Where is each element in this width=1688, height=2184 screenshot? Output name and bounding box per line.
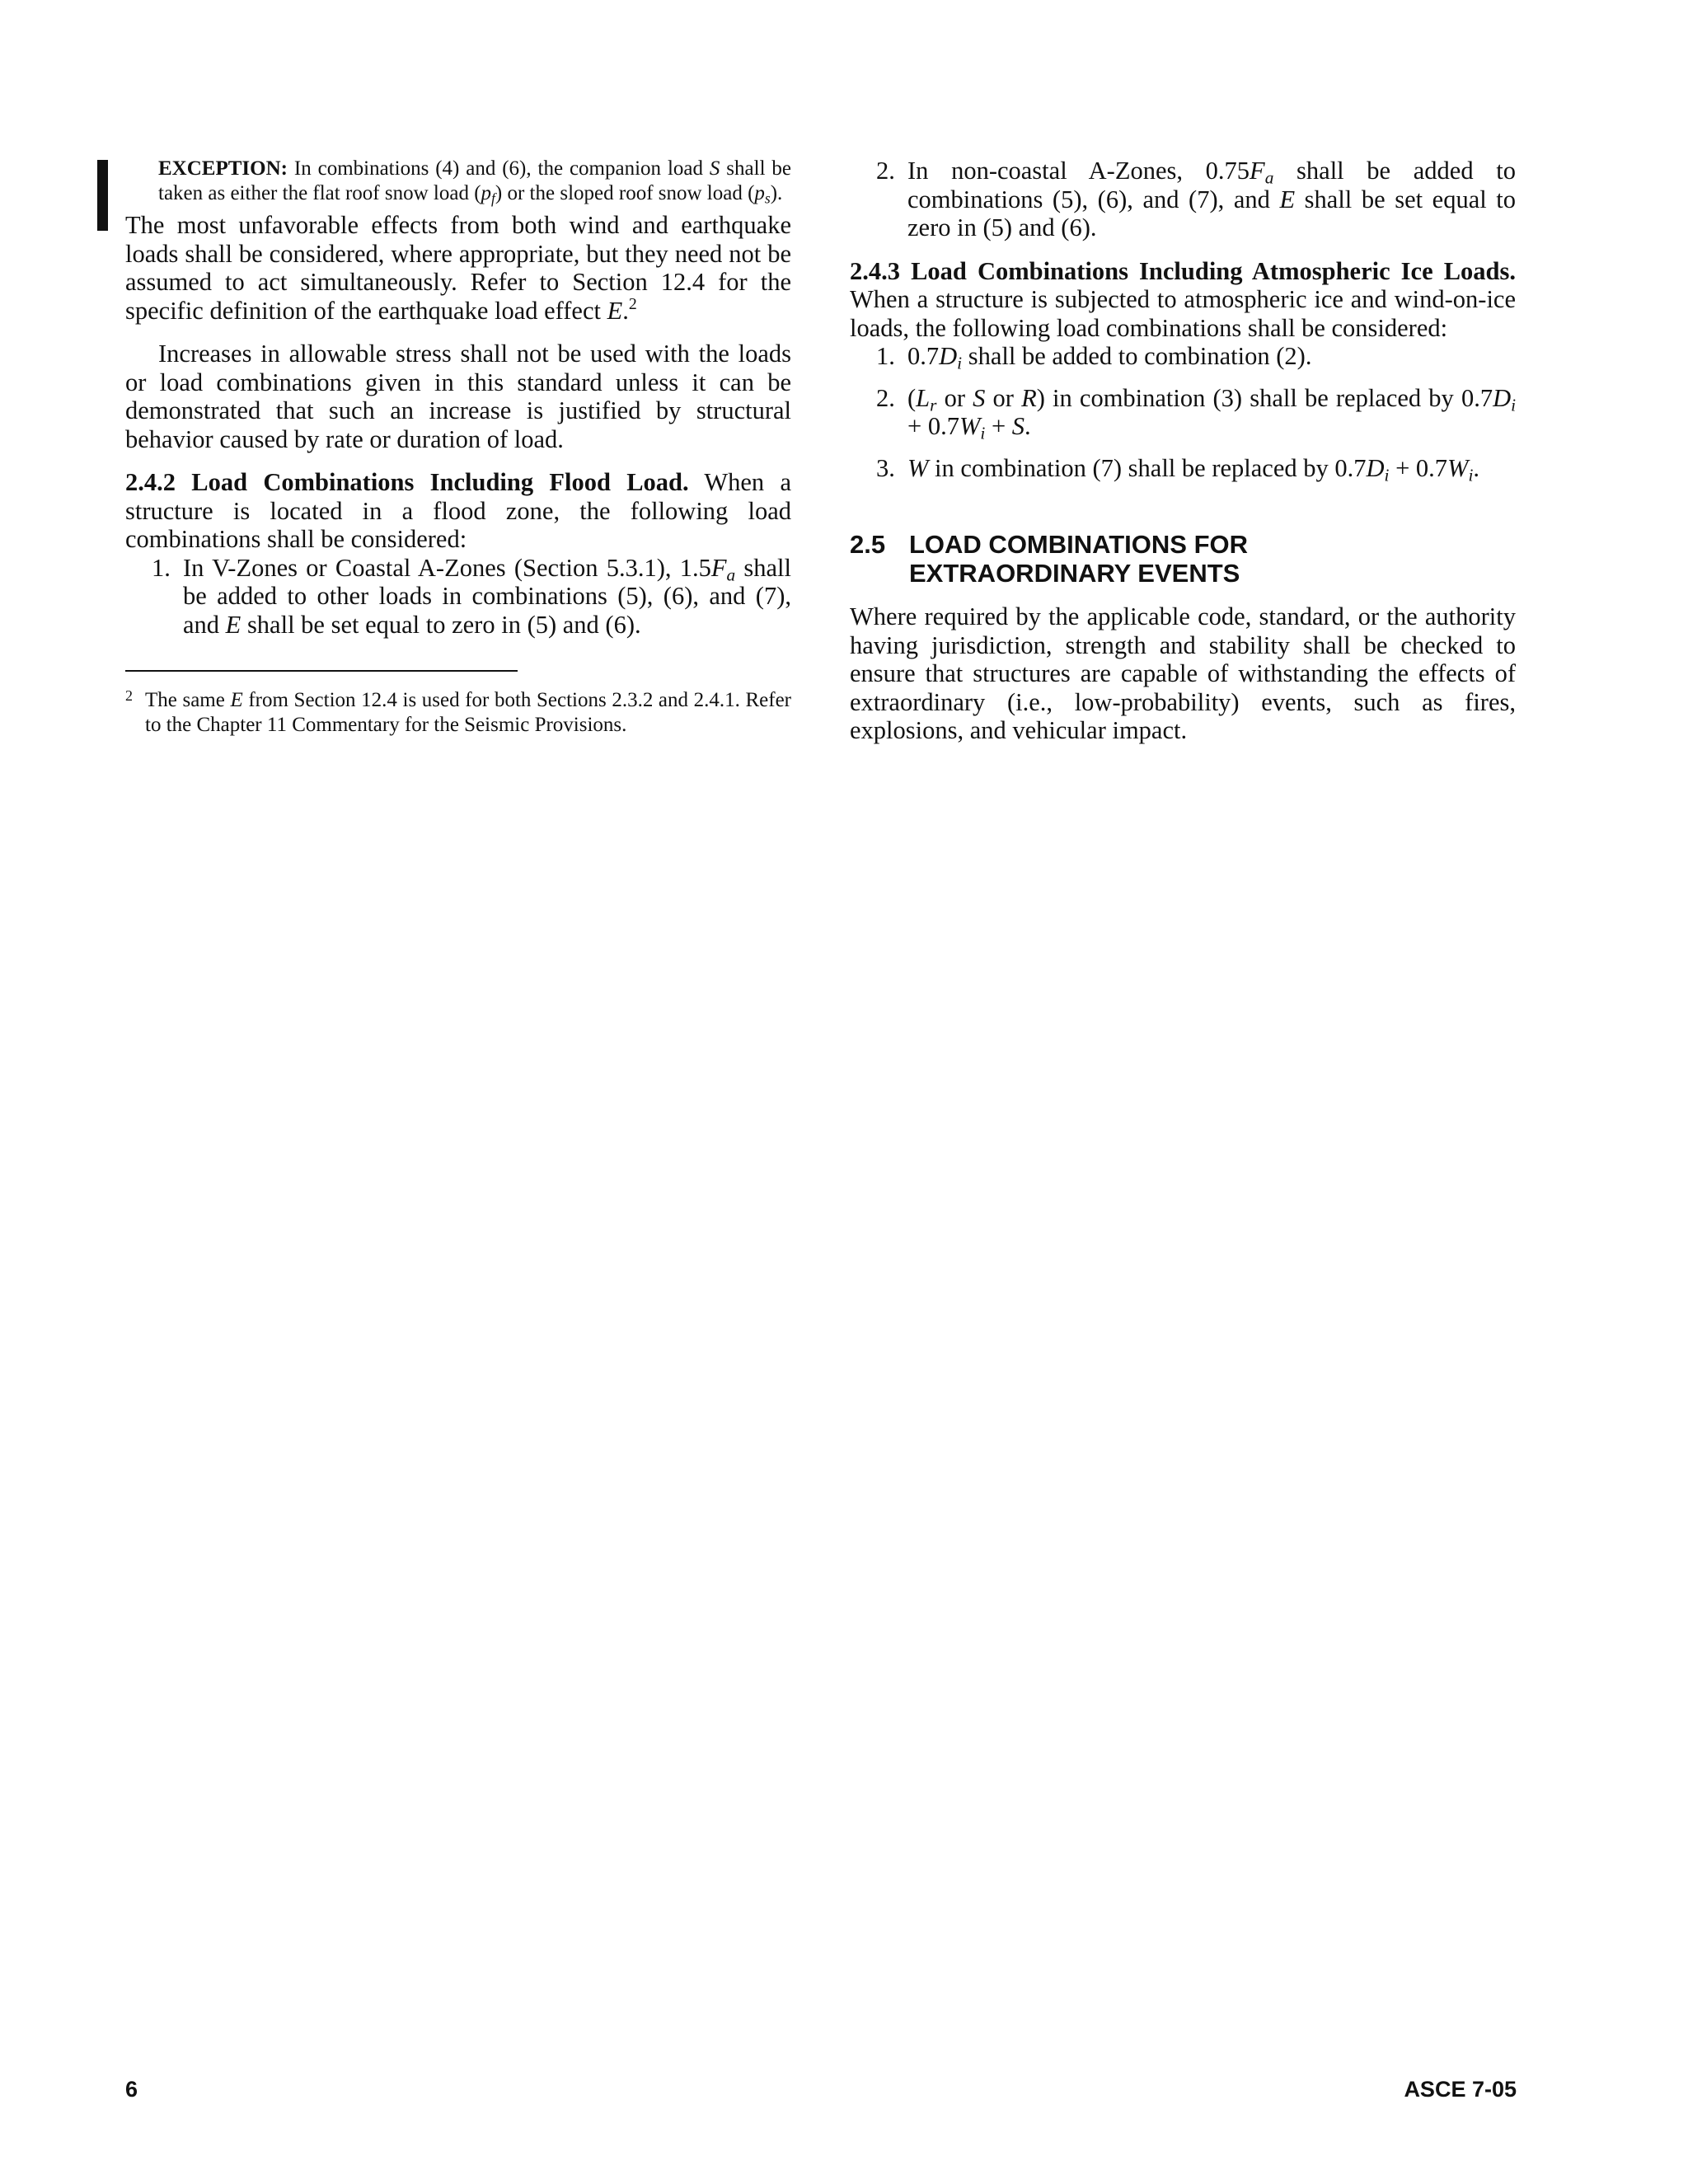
list-item: 3. W in combination (7) shall be replaced by $0.7D_i + 0.7W_i$.: [876, 453, 1480, 485]
section-heading-2-5: [850, 530, 1516, 588]
paragraph-wind-earthquake: The most unfavorable effects from both wind and earthquake loads shall be considered, where appropriate, but they need not be assumed to act simultaneously. Refer to Section 12.4 for the specific definition of the earthquake load effect E.$^2$: [125, 211, 791, 325]
ice-load-list: [850, 342, 1517, 485]
exception-label: EXCEPTION:: [158, 157, 288, 180]
list-item: 1. In V-Zones or Coastal A-Zones (Section 5.3.1), $1.5F_a$ shall be added to other loads in combinations (5), (6), and (7), and E shall be set equal to zero in (5) and (6).: [152, 553, 791, 639]
list-item: 2. ($L_r$ or S or R) in combination (3) shall be replaced by $0.7D_i + 0.7W_i + S$.: [876, 383, 1517, 443]
section-number: 2.5: [850, 530, 886, 559]
page-number: 6: [125, 2077, 138, 2102]
footnote: 2 The same E from Section 12.4 is used for both Sections 2.3.2 and 2.4.1. Refer to the Chapter 11 Commentary for the Seismic Provisions.: [125, 687, 792, 736]
section-heading-2-4-2: 2.4.2 Load Combinations Including Flood Load.: [125, 468, 689, 496]
section-title-line-1: LOAD COMBINATIONS FOR: [909, 530, 1249, 559]
exception-note: EXCEPTION: In combinations (4) and (6), the companion load S shall be taken as either the flat roof snow load $(p_f)$ or the sloped roof snow load $(p_s)$.: [158, 157, 792, 207]
change-bar: [97, 160, 108, 231]
paragraph-allowable-stress: Increases in allowable stress shall not be used with the loads or load combinations given in this standard unless it can be demonstrated that such an increase is justified by structural behavior caused by rate or duration of load.: [125, 340, 791, 453]
footnote-ref: 2: [628, 294, 637, 313]
section-title-line-2: EXTRAORDINARY EVENTS: [909, 559, 1240, 588]
right-column: [850, 157, 1516, 745]
section-2-4-2: 2.4.2 Load Combinations Including Flood Load. When a structure is located in a flood zone, the following load combinations shall be considered:: [125, 468, 791, 553]
section-heading-2-4-3: 2.4.3 Load Combinations Including Atmospheric Ice Loads.: [850, 256, 1516, 285]
document-id: ASCE 7-05: [1404, 2077, 1517, 2102]
left-column: [125, 157, 791, 738]
list-item: 1. $0.7D_i$ shall be added to combination (2).: [876, 342, 1312, 373]
section-2-4-3: 2.4.3 Load Combinations Including Atmospheric Ice Loads. When a structure is subjected to atmospheric ice and wind-on-ice loads, the following load combinations shall be considered:: [850, 256, 1516, 342]
section-2-5-body: Where required by the applicable code, standard, or the authority having jurisdiction, strength and stability shall be checked to ensure that structures are capable of withstanding the effects of extraordinary (i.e., low-probability) events, such as fires, explosions, and vehicular impact.: [850, 602, 1516, 744]
footnote-divider: [125, 670, 518, 672]
list-item: 2. In non-coastal A-Zones, $0.75F_a$ shall be added to combinations (5), (6), and (7), and E shall be set equal to zero in (5) and (6).: [876, 157, 1517, 241]
flood-load-list: [125, 554, 791, 640]
flood-load-list-continued: [850, 157, 1516, 242]
